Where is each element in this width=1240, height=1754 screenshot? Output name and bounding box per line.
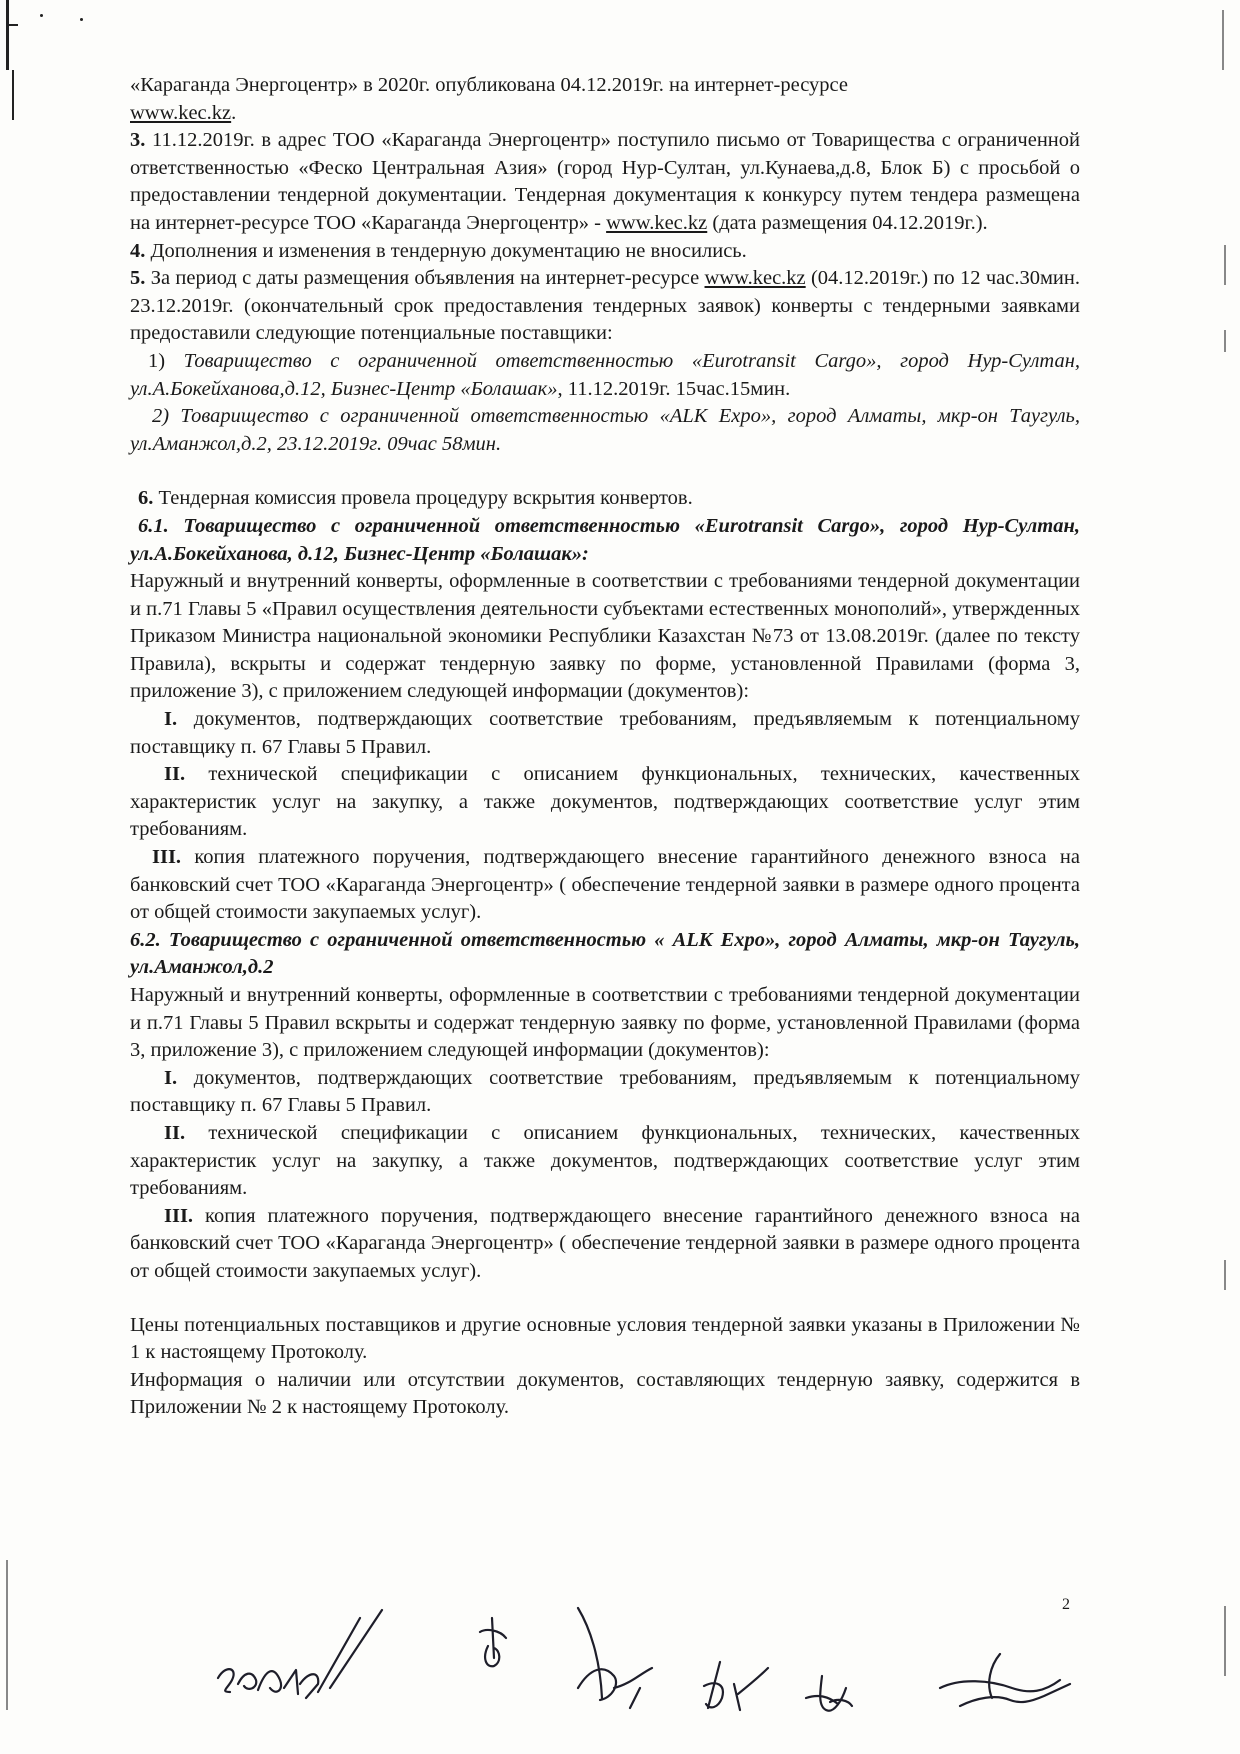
item-2-number: II. — [164, 763, 186, 786]
paragraph-3-number: 3. — [130, 129, 146, 152]
item-1-number: I. — [164, 708, 178, 731]
signature-2 — [480, 1618, 506, 1666]
signature-6 — [940, 1654, 1070, 1706]
signature-5 — [806, 1676, 852, 1711]
paragraph-5-link[interactable]: www.kec.kz — [704, 267, 806, 290]
signature-4 — [704, 1662, 768, 1710]
paragraph-5 — [130, 265, 1080, 348]
item-2-text: технической спецификации с описанием функциональных, технических, качественных характеристик услуг на закупку, а также документов, подтверждающих соответствие услуг этим требованиям. — [130, 763, 1080, 841]
supplier-2 — [130, 403, 1080, 458]
signature-1 — [218, 1610, 382, 1698]
intro-tail: . — [231, 101, 237, 124]
paragraph-6 — [130, 485, 1080, 513]
edge-dash — [1224, 245, 1226, 285]
intro-paragraph — [130, 72, 1080, 127]
paragraph-6-text: Тендерная комиссия провела процедуру вскрытия конвертов. — [153, 487, 693, 510]
page-number: 2 — [1062, 1596, 1070, 1613]
supplier-1-number: 1) — [148, 349, 166, 372]
paragraph-4-text: Дополнения и изменения в тендерную документацию не вносились. — [145, 239, 747, 262]
paragraph-3-text-end: (дата размещения 04.12.2019г.). — [707, 211, 988, 234]
margin-dot — [80, 18, 83, 21]
item-3-text: копия платежного поручения, подтверждающего внесение гарантийного денежного взноса на банковский счет ТОО «Караганда Энергоцентр» ( обеспечение тендерной заявки в размере одного процента от общей стоимости закупаемых услуг). — [130, 1204, 1080, 1282]
paragraph-3-text: 11.12.2019г. в адрес ТОО «Караганда Энергоцентр» поступило письмо от Товарищества с ограниченной ответственностью «Феско Центральная Азия» (город Нур-Султан, ул.Кунаева,д.8, Блок Б) с просьбой о предоставлении тендерной документации. Тендерная документация к конкурсу путем тендера размещена на интернет-ресурсе ТОО «Караганда Энергоцентр» - — [130, 129, 1080, 234]
edge-dash — [1224, 1260, 1226, 1290]
supplier-1-time: , 11.12.2019г. 15час.15мин. — [557, 377, 791, 400]
section-6-1-item-3 — [130, 844, 1080, 927]
paragraph-3-link[interactable]: www.kec.kz — [606, 211, 708, 234]
margin-dot — [40, 14, 43, 17]
section-6-2-body: Наружный и внутренний конверты, оформленные в соответствии с требованиями тендерной документации и п.71 Главы 5 Правил вскрыты и содержат тендерную заявку по форме, установленной Правилами (форма 3, приложение 3), с приложением следующей информации (документов): — [130, 984, 1080, 1062]
document-body — [130, 72, 1080, 1422]
supplier-2-number: 2) — [152, 405, 170, 428]
intro-text: «Караганда Энергоцентр» в 2020г. опубликована 04.12.2019г. на интернет-ресурсе — [130, 74, 848, 96]
signatures — [0, 1588, 1240, 1754]
paragraph-4-number: 4. — [130, 239, 146, 262]
paragraph-5-text: За период с даты размещения объявления на интернет-ресурсе — [145, 267, 705, 290]
section-6-1-item-1 — [130, 706, 1080, 761]
item-1-number: I. — [164, 1066, 178, 1089]
paragraph-5-text-end: (04.12.2019г.) по 12 час.30мин. 23.12.2019г. (окончательный срок предоставления тендерных заявок) конверты с тендерными заявками предоставили следующие потенциальные поставщики: — [130, 267, 1080, 345]
item-2-text: технической спецификации с описанием функциональных, технических, качественных характеристик услуг на закупку, а также документов, подтверждающих соответствие услуг этим требованиям. — [130, 1121, 1080, 1200]
section-6-1-item-2 — [130, 761, 1080, 844]
section-6-2-item-1 — [130, 1065, 1080, 1120]
item-1-text: документов, подтверждающих соответствие требованиям, предъявляемым к потенциальному поставщику п. 67 Главы 5 Правил. — [130, 708, 1080, 758]
edge-dash — [1224, 330, 1226, 352]
section-6-2-item-2 — [130, 1120, 1080, 1203]
prices-paragraph: Цены потенциальных поставщиков и другие основные условия тендерной заявки указаны в Приложении № 1 к настоящему Протоколу. — [130, 1313, 1080, 1364]
signature-3 — [578, 1608, 652, 1708]
item-3-text: копия платежного поручения, подтверждающего внесение гарантийного денежного взноса на банковский счет ТОО «Караганда Энергоцентр» ( обеспечение тендерной заявки в размере одного процента от общей стоимости закупаемых услуг). — [130, 846, 1080, 924]
margin-bracket-line — [12, 70, 14, 120]
paragraph-4 — [130, 238, 1080, 266]
section-6-1-body: Наружный и внутренний конверты, оформленные в соответствии с требованиями тендерной документации и п.71 Главы 5 «Правил осуществления деятельности субъектами естественных монополий», утвержденных Приказом Министра национальной экономики Республики Казахстан №73 от 13.08.2019г. (далее по тексту Правила), вскрыты и содержат тендерную заявку по форме, установленной Правилами (форма 3, приложение 3), с приложением следующей информации (документов): — [130, 570, 1080, 703]
item-3-number: III. — [164, 1204, 194, 1227]
item-3-number: III. — [152, 846, 182, 869]
paragraph-5-number: 5. — [130, 267, 146, 290]
section-6-1-heading: 6.1. Товарищество с ограниченной ответственностью «Eurotransit Cargo», город Нур-Султан, ул.А.Бокейханова, д.12, Бизнес-Центр «Болашак»: — [130, 514, 1080, 565]
supplier-2-text: Товарищество с ограниченной ответственностью «ALK Expo», город Алматы, мкр-он Тaугуль, ул.Аманжол,д.2, 23.12.2019г. 09час 58мин. — [130, 405, 1080, 455]
supplier-1 — [130, 348, 1080, 403]
supplier-1-name: Товарищество с ограниченной ответственностью «Eurotransit Cargo», город Нур-Султан, ул.А.Бокейханова,д.12, Бизнес-Центр «Болашак» — [130, 349, 1080, 400]
intro-link[interactable]: www.kec.kz — [130, 101, 232, 124]
item-1-text: документов, подтверждающих соответствие требованиям, предъявляемым к потенциальному поставщику п. 67 Главы 5 Правил. — [130, 1066, 1080, 1117]
item-2-number: II. — [164, 1121, 186, 1144]
edge-dash — [1222, 10, 1224, 70]
margin-tick — [6, 24, 18, 26]
info-paragraph: Информация о наличии или отсутствии документов, составляющих тендерную заявку, содержится в Приложении № 2 к настоящему Протоколу. — [130, 1368, 1080, 1419]
paragraph-6-number: 6. — [138, 487, 154, 510]
margin-bracket-top — [6, 0, 9, 70]
section-6-2-heading: 6.2. Товарищество с ограниченной ответственностью « ALK Expo», город Алматы, мкр-он Таугуль, ул.Аманжол,д.2 — [130, 928, 1080, 979]
paragraph-3 — [130, 127, 1080, 237]
section-6-2-item-3 — [130, 1203, 1080, 1286]
